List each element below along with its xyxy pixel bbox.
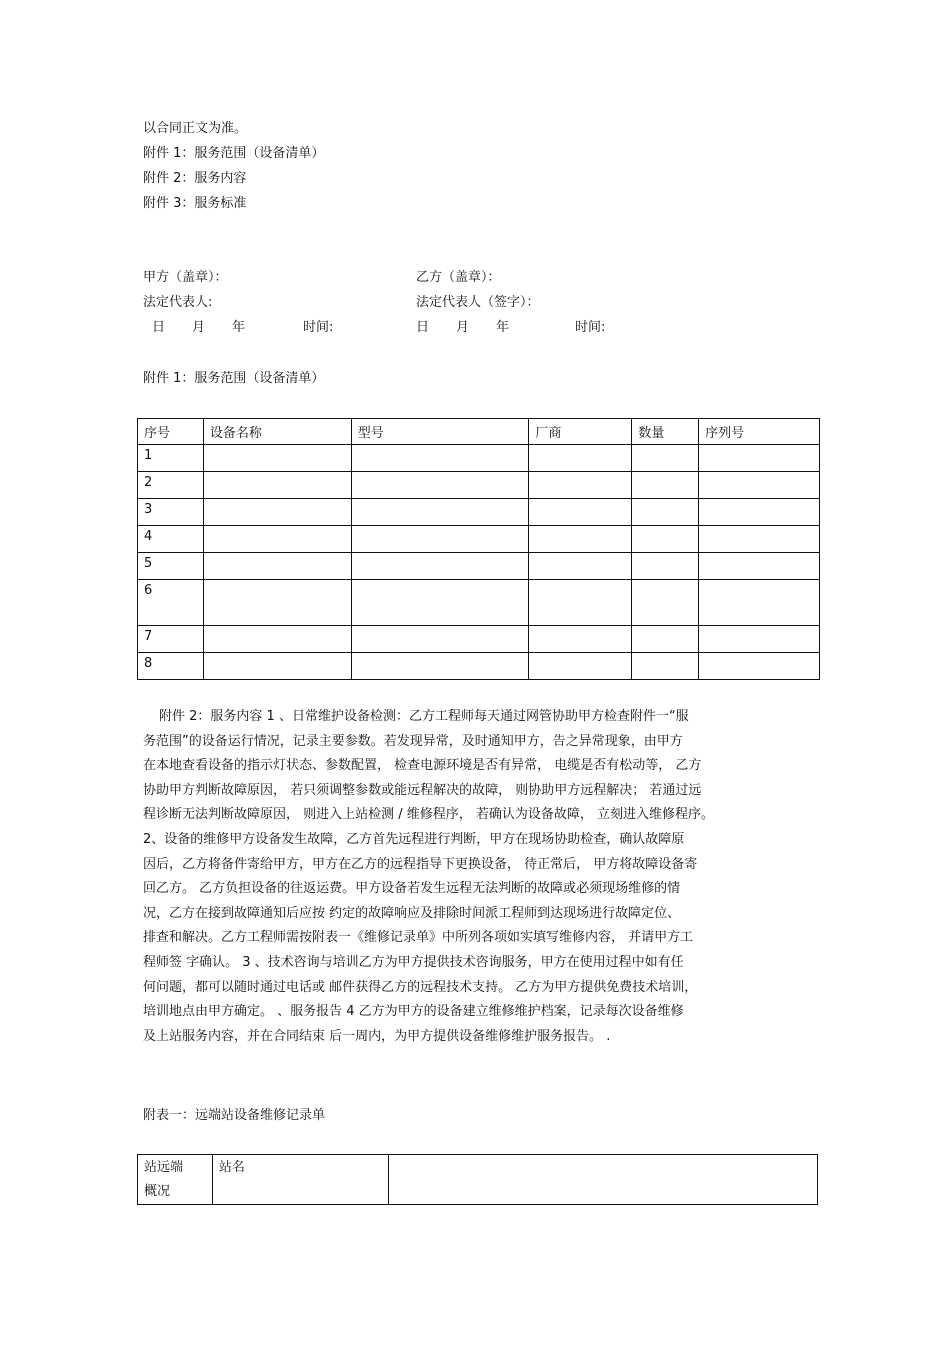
- paragraph-line: 务范围”的设备运行情况，记录主要参数。若发现异常，及时通知甲方，告之异常现象，由甲方: [143, 733, 683, 749]
- paragraph-line: 何问题，都可以随时通过电话或 邮件获得乙方的远程技术支持。 乙方为甲方提供免费技术培训，: [143, 979, 698, 995]
- paragraph-line: 及上站服务内容，并在合同结束 后一周内，为甲方提供设备维修维护服务报告。 .: [143, 1028, 611, 1044]
- paragraph-line: 程师签 字确认。 3 、技术咨询与培训乙方为甲方提供技术咨询服务，甲方在使用过程中如有任: [143, 954, 684, 970]
- table-cell: [351, 526, 529, 553]
- paragraph-line: 程诊断无法判断故障原因， 则进入上站检测 / 维修程序， 若确认为设备故障， 立刻进入维修程序。: [143, 807, 715, 823]
- table-cell: [203, 526, 351, 553]
- table-cell: [203, 553, 351, 580]
- table-cell: [203, 626, 351, 653]
- row-index-cell: 7: [138, 626, 204, 653]
- table-cell: [351, 472, 529, 499]
- row-index-cell: 3: [138, 499, 204, 526]
- table-cell: [699, 653, 820, 680]
- table-cell: [699, 580, 820, 626]
- table-row: [138, 445, 820, 472]
- attachment1-title: 附件 1：服务范围（设备清单）: [143, 371, 325, 386]
- table-cell: [632, 653, 699, 680]
- attachment-list-item: 附件 1：服务范围（设备清单）: [143, 146, 325, 161]
- table-cell: [203, 499, 351, 526]
- table-cell: [203, 580, 351, 626]
- table-cell: [632, 445, 699, 472]
- paragraph-line: 协助甲方判断故障原因， 若只须调整参数或能远程解决的故障， 则协助甲方远程解决； 若通过远: [143, 782, 702, 798]
- table-cell: [699, 472, 820, 499]
- table-cell: [699, 626, 820, 653]
- station-name-value: [388, 1155, 817, 1205]
- party-a-representative: 法定代表人:: [143, 295, 213, 310]
- table-cell: [529, 526, 632, 553]
- party-b-seal: 乙方（盖章）：: [416, 270, 501, 285]
- table-cell: [529, 626, 632, 653]
- table-cell: [529, 472, 632, 499]
- paragraph-line: 况，乙方在接到故障通知后应按 约定的故障响应及排除时间派工程师到达现场进行故障定位、: [143, 905, 681, 921]
- party-b-representative: 法定代表人（签字）：: [416, 295, 540, 310]
- table-cell: [529, 653, 632, 680]
- table-cell: [351, 499, 529, 526]
- header-cell-quantity: 数量: [632, 419, 699, 445]
- party-a-time: 时间:: [303, 320, 334, 335]
- party-a-month: 月: [192, 320, 206, 335]
- row-index-cell: 2: [138, 472, 204, 499]
- row-index-cell: 5: [138, 553, 204, 580]
- table-cell: [632, 580, 699, 626]
- paragraph-line: 2、设备的维修甲方设备发生故障，乙方首先远程进行判断，甲方在现场协助检查，确认故障原: [143, 831, 685, 847]
- party-a-year: 年: [232, 320, 246, 335]
- attachment-list-item: 附件 2：服务内容: [143, 171, 247, 186]
- paragraph-line: 因后，乙方将备件寄给甲方，甲方在乙方的远程指导下更换设备， 待正常后， 甲方将故障设备寄: [143, 856, 698, 872]
- table-row: [138, 553, 820, 580]
- equipment-table: [137, 418, 820, 680]
- table-cell: [351, 653, 529, 680]
- intro-line: 以合同正文为准。: [143, 121, 248, 136]
- table-row: [138, 653, 820, 680]
- row-index-cell: 1: [138, 445, 204, 472]
- row-index-cell: 6: [138, 580, 204, 626]
- paragraph-line: 在本地查看设备的指示灯状态、参数配置， 检查电源环境是否有异常， 电缆是否有松动等， 乙方: [143, 758, 702, 774]
- header-cell-index: 序号: [138, 419, 204, 445]
- appendix-table-title: 附表一：远端站设备维修记录单: [143, 1108, 326, 1123]
- table-cell: [351, 626, 529, 653]
- station-overview-label-line1: 站远端: [144, 1160, 184, 1175]
- party-a-day: 日: [152, 320, 166, 335]
- row-index-cell: 4: [138, 526, 204, 553]
- attachment-list-item: 附件 3：服务标准: [143, 196, 247, 211]
- table-row: [138, 626, 820, 653]
- table-cell: [529, 445, 632, 472]
- table-cell: [632, 499, 699, 526]
- paragraph-line: 培训地点由甲方确定。 、服务报告 4 乙方为甲方的设备建立维修维护档案，记录每次设备维修: [143, 1004, 684, 1020]
- table-cell: [699, 553, 820, 580]
- table-row: [138, 499, 820, 526]
- row-index-cell: 8: [138, 653, 204, 680]
- table-cell: [203, 472, 351, 499]
- table-cell: [632, 626, 699, 653]
- repair-record-table: [137, 1154, 818, 1205]
- table-cell: [699, 499, 820, 526]
- table-cell: [632, 526, 699, 553]
- paragraph-line: 排查和解决。乙方工程师需按附表一《维修记录单》中所列各项如实填写维修内容， 并请甲方工: [143, 930, 694, 946]
- table-cell: [699, 526, 820, 553]
- station-name-label: 站名: [212, 1155, 388, 1205]
- table-cell: [529, 553, 632, 580]
- table-cell: [203, 445, 351, 472]
- party-b-time: 时间:: [575, 320, 606, 335]
- header-cell-vendor: 厂商: [529, 419, 632, 445]
- party-a-seal: 甲方（盖章）：: [143, 270, 228, 285]
- table-cell: [351, 580, 529, 626]
- station-overview-label: [138, 1155, 213, 1205]
- table-cell: [351, 445, 529, 472]
- header-cell-model: 型号: [351, 419, 529, 445]
- table-row: [138, 472, 820, 499]
- service-content-paragraph: [143, 705, 813, 1049]
- table-cell: [529, 580, 632, 626]
- table-cell: [351, 553, 529, 580]
- station-overview-label-line2: 概况: [144, 1184, 171, 1199]
- party-b-year: 年: [496, 320, 510, 335]
- party-b-day: 日: [416, 320, 430, 335]
- table-cell: [529, 499, 632, 526]
- paragraph-line: 回乙方。 乙方负担设备的往返运费。甲方设备若发生远程无法判断的故障或必须现场维修的情: [143, 881, 681, 897]
- party-b-month: 月: [456, 320, 470, 335]
- paragraph-line: 附件 2：服务内容 1 、日常维护设备检测：乙方工程师每天通过网管协助甲方检查附件一“服: [159, 709, 689, 724]
- table-cell: [699, 445, 820, 472]
- table-row: [138, 580, 820, 626]
- header-cell-serial: 序列号: [699, 419, 820, 445]
- table-cell: [203, 653, 351, 680]
- table-row: [138, 526, 820, 553]
- header-cell-device-name: 设备名称: [203, 419, 351, 445]
- table-row: [138, 1155, 818, 1205]
- table-header-row: [138, 419, 820, 445]
- table-cell: [632, 553, 699, 580]
- table-cell: [632, 472, 699, 499]
